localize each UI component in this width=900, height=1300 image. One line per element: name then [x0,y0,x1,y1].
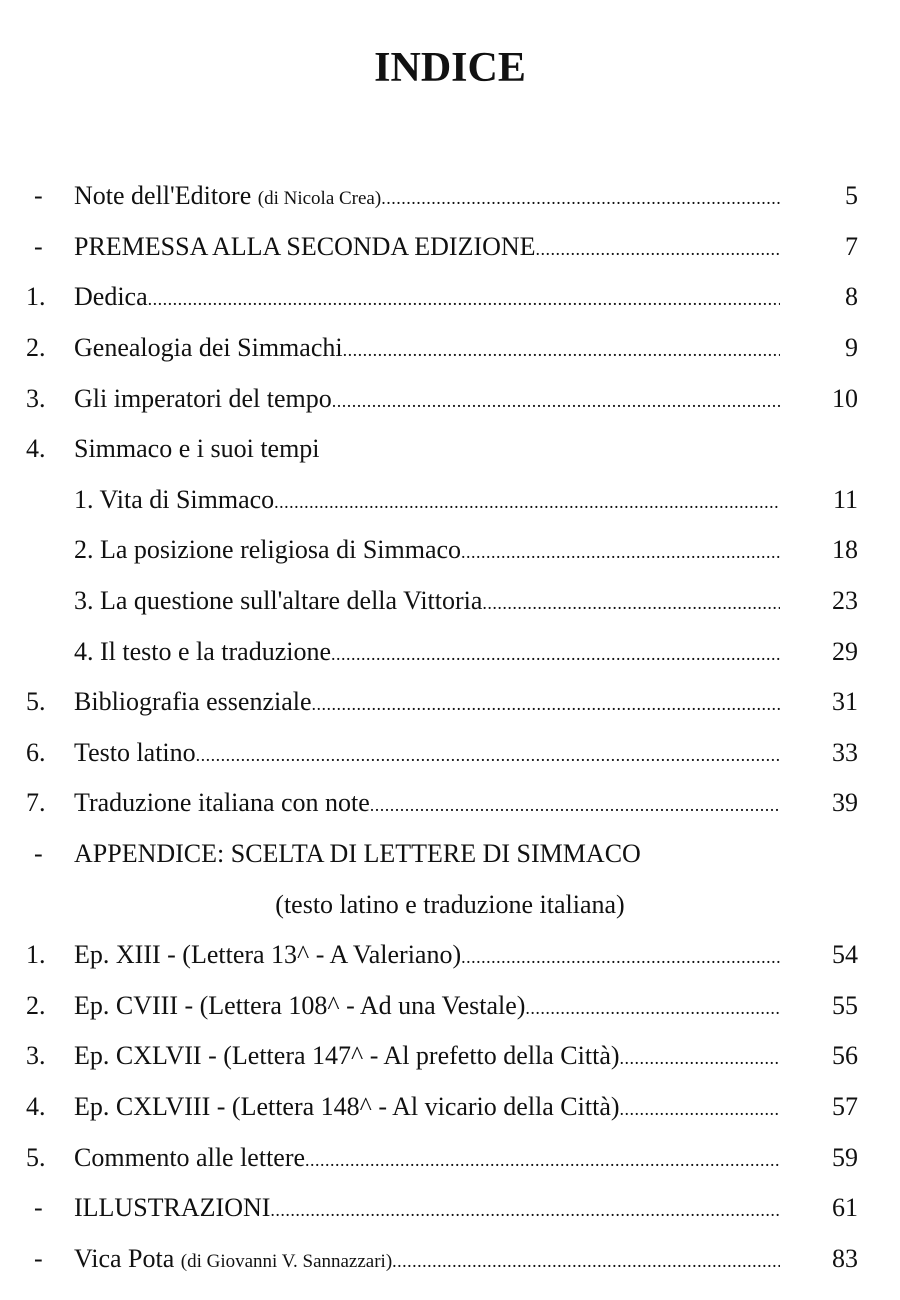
entry-label: Genealogia dei Simmachi [74,333,343,363]
entry-label: 1. Vita di Simmaco [74,484,275,514]
entry-label: Traduzione italiana con note [74,788,370,818]
dot-leader [332,391,780,412]
dot-leader [196,745,780,766]
entry-page: 59 [832,1142,858,1172]
dot-leader [381,188,780,209]
toc-entry [0,930,900,981]
entry-number: - [34,181,43,211]
entry-label: 4. Il testo e la traduzione [74,636,332,666]
entry-label: Simmaco e i suoi tempi [74,434,320,464]
dot-leader [270,1200,780,1221]
entry-page: 9 [845,333,858,363]
toc-entry [0,1183,900,1234]
entry-note: (di Nicola Crea) [257,188,382,210]
toc-entry [0,1132,900,1183]
entry-page: 8 [845,282,858,312]
dot-leader [148,289,780,310]
entry-number: 5. [26,1142,46,1172]
toc-subentry [0,576,900,627]
entry-number: 1. [26,282,46,312]
entry-label: Ep. CXLVII - (Lettera 147^ - Al prefetto della Città) [74,1041,620,1071]
entry-number: 3. [26,1041,46,1071]
toc-entry [0,1233,900,1284]
entry-page: 55 [832,990,858,1020]
entry-page: 33 [832,737,858,767]
entry-number: - [34,1243,43,1273]
entry-number: 4. [26,434,46,464]
dot-leader [331,644,780,665]
dot-leader [370,795,780,816]
entry-number: - [34,231,43,261]
toc-entry [0,677,900,728]
toc-subentry [0,525,900,576]
toc-entry [0,272,900,323]
dot-leader [620,1048,780,1069]
entry-label: Gli imperatori del tempo [74,383,332,413]
entry-page: 18 [832,535,858,565]
dot-leader [525,998,780,1019]
toc-section-heading [0,424,900,475]
toc-subentry [0,475,900,526]
dot-leader [620,1099,780,1120]
entry-number: 1. [26,940,46,970]
entry-page: 54 [832,940,858,970]
toc-section-subtitle [0,879,900,930]
entry-number: 2. [26,333,46,363]
dot-leader [482,593,780,614]
entry-label: Bibliografia essenziale [74,687,312,717]
dot-leader [536,239,780,260]
entry-label: 2. La posizione religiosa di Simmaco [74,535,462,565]
entry-label: 3. La questione sull'altare della Vittoria [74,586,483,616]
entry-page: 39 [832,788,858,818]
entry-page: 61 [832,1193,858,1223]
toc-entry [0,171,900,222]
toc-subentry [0,626,900,677]
toc-entry [0,981,900,1032]
toc-entry [0,778,900,829]
entry-label: APPENDICE: SCELTA DI LETTERE DI SIMMACO [74,839,641,869]
toc-entry [0,373,900,424]
entry-page: 57 [832,1091,858,1121]
entry-page: 29 [832,636,858,666]
entry-number: 2. [26,990,46,1020]
dot-leader [274,492,780,513]
entry-label: Note dell'Editore [74,181,252,211]
entry-page: 31 [832,687,858,717]
entry-label: Vica Pota [74,1243,175,1273]
entry-page: 56 [832,1041,858,1071]
entry-page: 7 [845,231,858,261]
dot-leader [343,340,780,361]
entry-label: Dedica [74,282,148,312]
entry-label: PREMESSA ALLA SECONDA EDIZIONE [74,231,536,261]
entry-label: Ep. CXLVIII - (Lettera 148^ - Al vicario della Città) [74,1091,620,1121]
entry-page: 10 [832,383,858,413]
entry-page: 83 [832,1243,858,1273]
entry-label: Testo latino [74,737,196,767]
toc-entry [0,1082,900,1133]
entry-label: ILLUSTRAZIONI [74,1193,271,1223]
entry-number: - [34,839,43,869]
dot-leader [461,947,780,968]
entry-number: - [34,1193,43,1223]
toc-entry [0,1031,900,1082]
dot-leader [305,1150,780,1171]
entry-number: 5. [26,687,46,717]
toc-entry [0,728,900,779]
page-title: INDICE [374,45,526,91]
entry-label: Commento alle lettere [74,1142,306,1172]
dot-leader [461,542,780,563]
toc-entry [0,323,900,374]
entry-label: Ep. CVIII - (Lettera 108^ - Ad una Vestale) [74,990,526,1020]
dot-leader [312,694,780,715]
entry-note: (di Giovanni V. Sannazzari) [180,1250,393,1272]
entry-page: 5 [845,181,858,211]
entry-label: Ep. XIII - (Lettera 13^ - A Valeriano) [74,940,462,970]
entry-number: 6. [26,737,46,767]
entry-number: 7. [26,788,46,818]
entry-page: 23 [832,586,858,616]
dot-leader [392,1251,780,1272]
entry-page: 11 [832,484,858,514]
entry-label: (testo latino e traduzione italiana) [275,889,625,919]
toc-entry [0,222,900,273]
entry-number: 4. [26,1091,46,1121]
entry-number: 3. [26,383,46,413]
table-of-contents [0,171,900,1284]
toc-section-heading [0,829,900,880]
